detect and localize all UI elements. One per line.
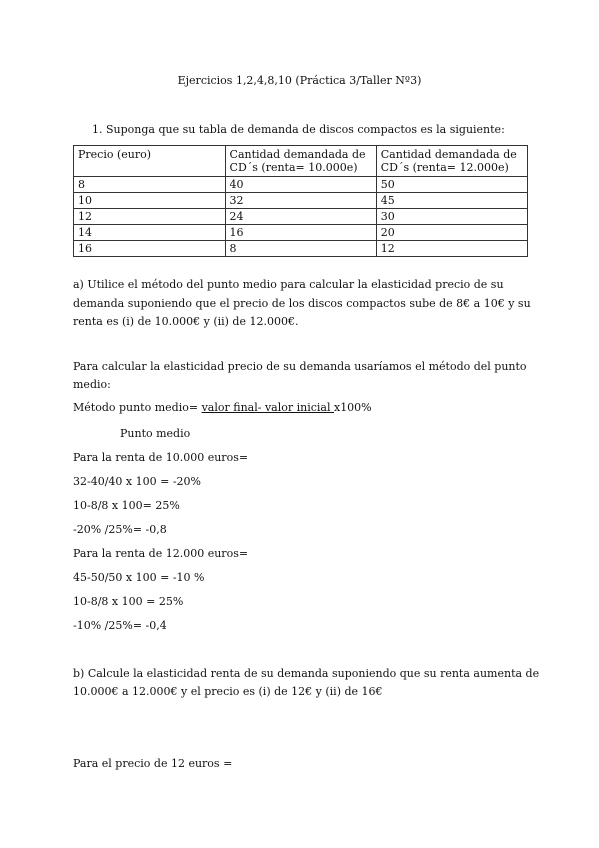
table-cell: 10 bbox=[74, 193, 226, 209]
page-title: Ejercicios 1,2,4,8,10 (Práctica 3/Taller Nº3) bbox=[177, 74, 422, 87]
table-cell: 20 bbox=[376, 225, 527, 241]
table-row bbox=[74, 177, 528, 193]
header-qty-10000: Cantidad demandada de CD´s (renta= 10.000e) bbox=[225, 146, 376, 177]
table-cell: 12 bbox=[74, 209, 226, 225]
table-cell: 16 bbox=[225, 225, 376, 241]
price-12-heading: Para el precio de 12 euros = bbox=[73, 757, 233, 770]
part-a-line-1: a) Utilice el método del punto medio para calcular la elasticidad precio de su bbox=[73, 278, 504, 291]
calc-10000-price: 10-8/8 x 100= 25% bbox=[73, 499, 180, 512]
calc-10000-result: -20% /25%= -0,8 bbox=[73, 523, 167, 536]
table-cell: 8 bbox=[74, 177, 226, 193]
calc-10000-quantity: 32-40/40 x 100 = -20% bbox=[73, 475, 201, 488]
table-cell: 24 bbox=[225, 209, 376, 225]
calc-12000-quantity: 45-50/50 x 100 = -10 % bbox=[73, 571, 205, 584]
part-a-line-3: renta es (i) de 10.000€ y (ii) de 12.000€. bbox=[73, 315, 299, 328]
table-cell: 14 bbox=[74, 225, 226, 241]
table-cell: 40 bbox=[225, 177, 376, 193]
table-header-row bbox=[74, 146, 528, 177]
question-1: 1. Suponga que su tabla de demanda de discos compactos es la siguiente: bbox=[92, 123, 505, 136]
table-cell: 50 bbox=[376, 177, 527, 193]
table-row bbox=[74, 225, 528, 241]
answer-intro-line-1: Para calcular la elasticidad precio de su demanda usaríamos el método del punto bbox=[73, 360, 527, 373]
table-cell: 12 bbox=[376, 241, 527, 257]
part-b-line-2: 10.000€ a 12.000€ y el precio es (i) de 12€ y (ii) de 16€ bbox=[73, 685, 383, 698]
header-qty-12000: Cantidad demandada de CD´s (renta= 12.000e) bbox=[376, 146, 527, 177]
demand-table bbox=[73, 145, 528, 257]
answer-intro-line-2: medio: bbox=[73, 378, 111, 391]
table-row bbox=[74, 241, 528, 257]
table-cell: 45 bbox=[376, 193, 527, 209]
table-cell: 30 bbox=[376, 209, 527, 225]
formula-denominator: Punto medio bbox=[120, 427, 191, 440]
calc-12000-result: -10% /25%= -0,4 bbox=[73, 619, 167, 632]
part-b-line-1: b) Calcule la elasticidad renta de su demanda suponiendo que su renta aumenta de bbox=[73, 667, 540, 680]
table-row bbox=[74, 193, 528, 209]
table-cell: 32 bbox=[225, 193, 376, 209]
calc-12000-price: 10-8/8 x 100 = 25% bbox=[73, 595, 184, 608]
header-price: Precio (euro) bbox=[74, 146, 226, 177]
calc-12000-heading: Para la renta de 12.000 euros= bbox=[73, 547, 249, 560]
midpoint-formula: Método punto medio= valor final- valor inicial x100% bbox=[73, 401, 372, 414]
calc-10000-heading: Para la renta de 10.000 euros= bbox=[73, 451, 249, 464]
table-cell: 16 bbox=[74, 241, 226, 257]
table-row bbox=[74, 209, 528, 225]
part-a-line-2: demanda suponiendo que el precio de los discos compactos sube de 8€ a 10€ y su bbox=[73, 297, 531, 310]
table-cell: 8 bbox=[225, 241, 376, 257]
